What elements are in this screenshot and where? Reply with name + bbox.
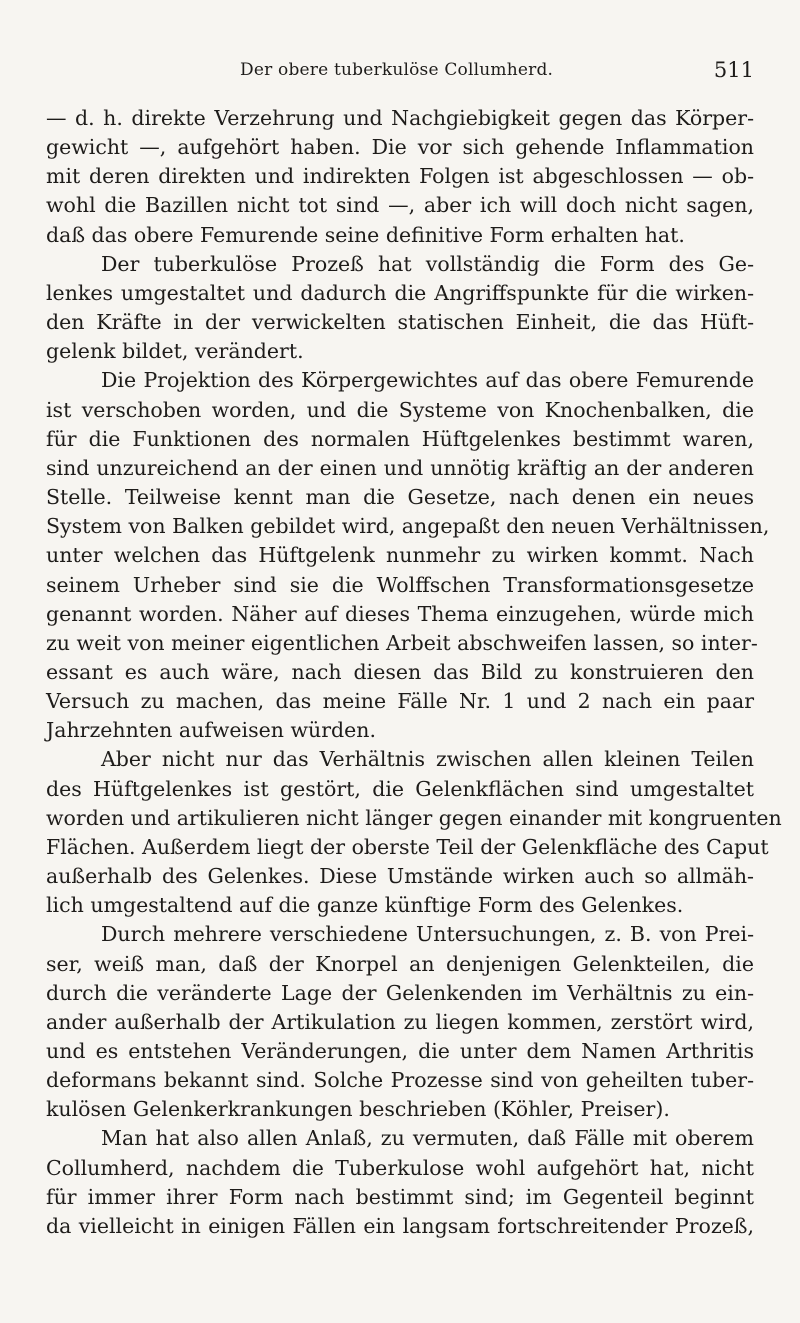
page-header xyxy=(46,58,754,88)
text-line: deformans bekannt sind. Solche Prozesse sind von geheilten tuber- xyxy=(46,1068,754,1093)
page-number: 511 xyxy=(713,58,754,82)
text-line: ist verschoben worden, und die Systeme von Knochenbalken, die xyxy=(46,397,754,422)
text-line: lich umgestaltend auf die ganze künftige Form des Gelenkes. xyxy=(46,893,684,918)
text-line: durch die veränderte Lage der Gelenkenden im Verhältnis zu ein- xyxy=(46,980,754,1005)
body-text xyxy=(46,104,782,1241)
text-line: kulösen Gelenkerkrankungen beschrieben (Köhler, Preiser). xyxy=(46,1097,670,1122)
text-line: essant es auch wäre, nach diesen das Bild zu konstruieren den xyxy=(46,659,754,684)
text-line: lenkes umgestaltet und dadurch die Angriffspunkte für die wirken- xyxy=(46,280,754,305)
text-line: unter welchen das Hüftgelenk nunmehr zu wirken kommt. Nach xyxy=(46,543,754,568)
text-line: — d. h. direkte Verzehrung und Nachgiebigkeit gegen das Körper- xyxy=(46,106,754,130)
text-line: Versuch zu machen, das meine Fälle Nr. 1 und 2 nach ein paar xyxy=(46,689,754,714)
text-line: mit deren direkten und indirekten Folgen ist abgeschlossen — ob- xyxy=(46,164,754,189)
text-line: genannt worden. Näher auf dieses Thema einzugehen, würde mich xyxy=(46,601,754,626)
text-line: zu weit von meiner eigentlichen Arbeit abschweifen lassen, so inter- xyxy=(46,630,758,655)
text-line: Aber nicht nur das Verhältnis zwischen allen kleinen Teilen xyxy=(101,747,754,772)
text-line: seinem Urheber sind sie die Wolffschen Transformationsgesetze xyxy=(46,572,754,597)
text-line: Durch mehrere verschiedene Untersuchungen, z. B. von Prei- xyxy=(101,922,754,947)
text-line: für immer ihrer Form nach bestimmt sind; im Gegenteil beginnt xyxy=(46,1184,754,1209)
text-line: den Kräfte in der verwickelten statischen Einheit, die das Hüft- xyxy=(46,310,754,335)
text-line: worden und artikulieren nicht länger gegen einander mit kongruenten xyxy=(46,805,782,830)
text-line: wohl die Bazillen nicht tot sind —, aber ich will doch nicht sagen, xyxy=(46,193,754,218)
text-line: Jahrzehnten aufweisen würden. xyxy=(46,718,377,743)
running-title: Der obere tuberkulöse Collumherd. xyxy=(240,60,554,80)
text-line: Stelle. Teilweise kennt man die Gesetze, nach denen ein neues xyxy=(46,485,754,510)
text-line: sind unzureichend an der einen und unnötig kräftig an der anderen xyxy=(46,455,754,480)
text-line: außerhalb des Gelenkes. Diese Umstände wirken auch so allmäh- xyxy=(46,864,754,889)
text-line: des Hüftgelenkes ist gestört, die Gelenkflächen sind umgestaltet xyxy=(46,776,754,801)
text-line: da vielleicht in einigen Fällen ein langsam fortschreitender Prozeß, xyxy=(46,1213,754,1238)
text-line: und es entstehen Veränderungen, die unter dem Namen Arthritis xyxy=(46,1039,754,1063)
text-line: ander außerhalb der Artikulation zu liegen kommen, zerstört wird, xyxy=(46,1009,754,1034)
text-line: Die Projektion des Körpergewichtes auf das obere Femurende xyxy=(101,368,754,393)
text-line: Man hat also allen Anlaß, zu vermuten, daß Fälle mit oberem xyxy=(101,1126,754,1151)
text-line: daß das obere Femurende seine definitive Form erhalten hat. xyxy=(46,222,685,247)
text-line: gelenk bildet, verändert. xyxy=(46,339,304,364)
text-line: Der tuberkulöse Prozeß hat vollständig die Form des Ge- xyxy=(101,251,754,276)
text-line: Flächen. Außerdem liegt der oberste Teil der Gelenkfläche des Caput xyxy=(46,834,769,859)
text-line: gewicht —, aufgehört haben. Die vor sich gehende Inflammation xyxy=(46,135,754,160)
text-line: für die Funktionen des normalen Hüftgelenkes bestimmt waren, xyxy=(46,426,754,451)
text-line: ser, weiß man, daß der Knorpel an denjenigen Gelenkteilen, die xyxy=(46,951,754,976)
text-line: System von Balken gebildet wird, angepaßt den neuen Verhältnissen, xyxy=(46,514,770,539)
text-line: Collumherd, nachdem die Tuberkulose wohl aufgehört hat, nicht xyxy=(46,1155,754,1180)
